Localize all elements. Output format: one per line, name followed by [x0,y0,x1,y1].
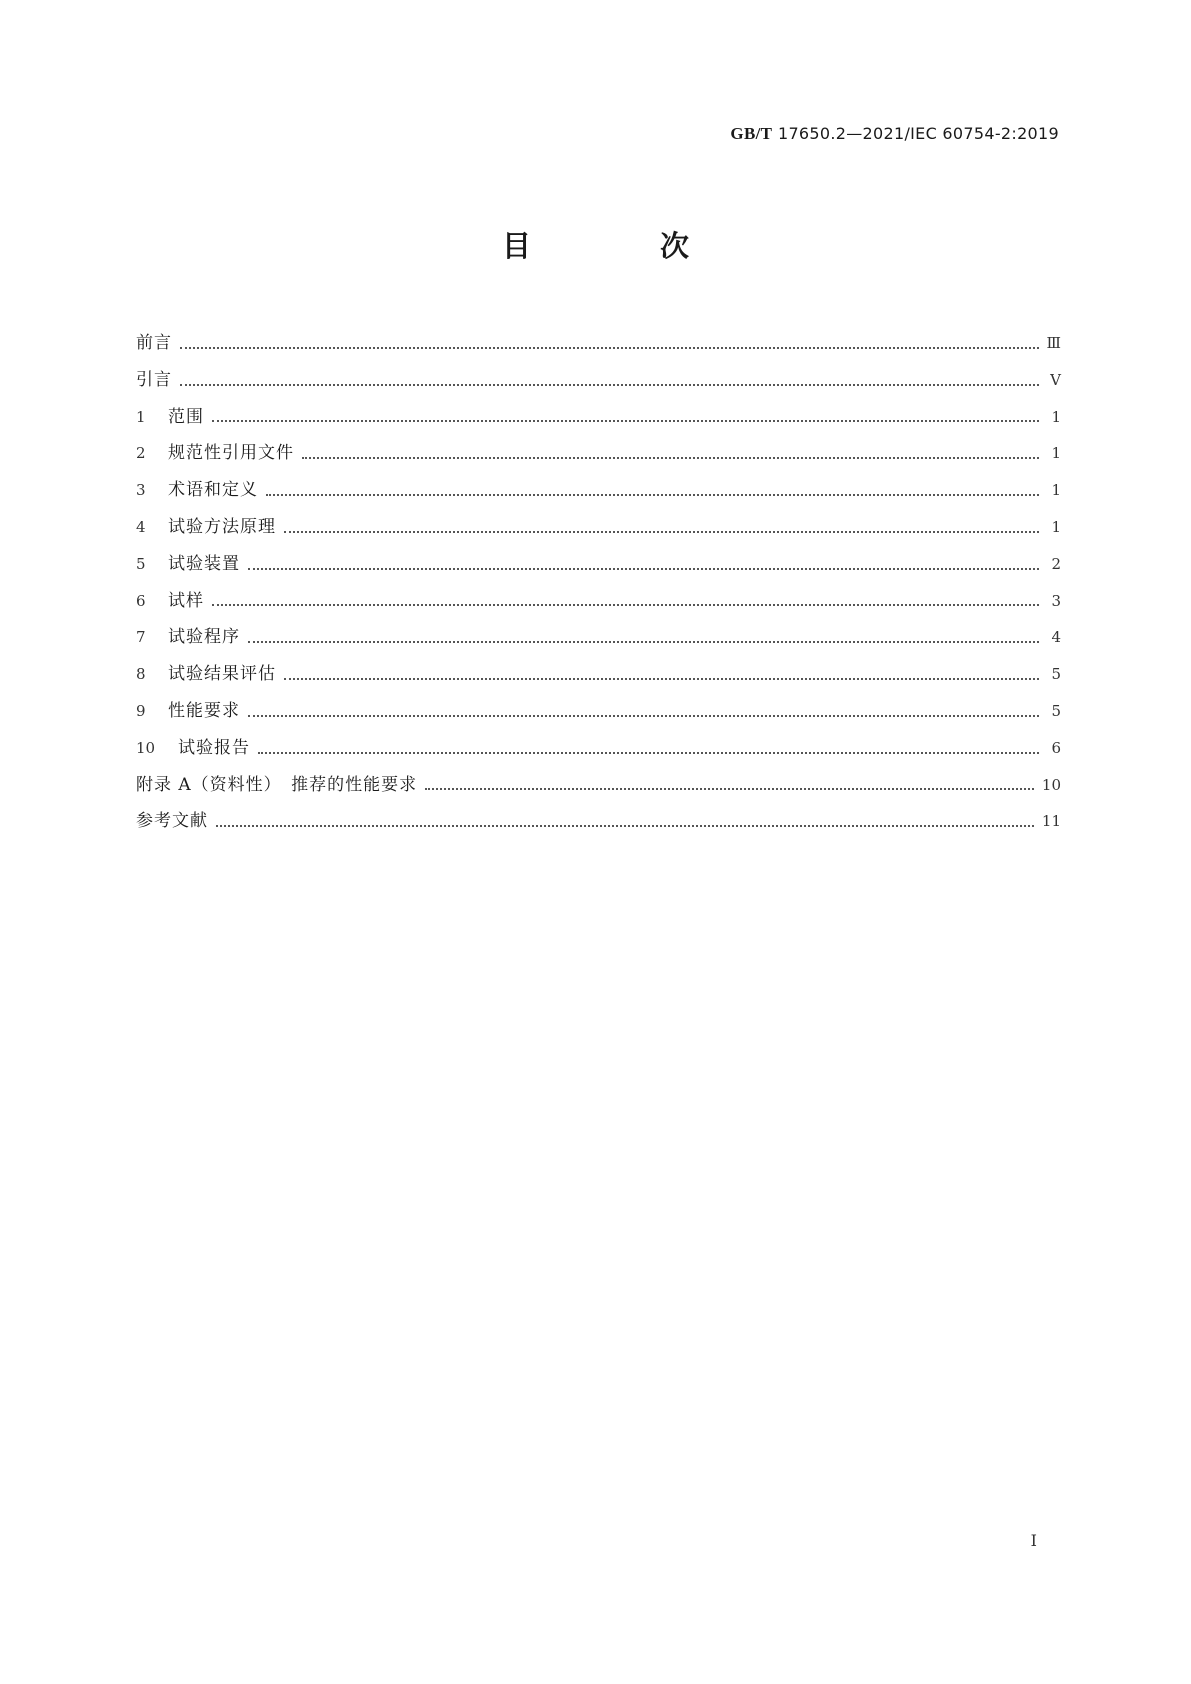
page-title: 目 次 [501,229,739,263]
dot-leader [284,677,1039,680]
toc-entry-page: 1 [1051,444,1061,463]
dot-leader [248,714,1039,717]
toc-entry-page: Ⅴ [1050,370,1061,389]
toc-entry-label: 术语和定义 [168,480,258,501]
toc-entry-5[interactable] [136,546,1061,583]
toc-entry-number: 8 [136,665,146,684]
toc-entry-page: 1 [1051,407,1061,426]
toc-entry-annex-a[interactable] [136,767,1061,804]
toc-entry-label: 试验程序 [168,627,240,648]
toc-entry-2[interactable] [136,435,1061,472]
toc-entry-page: 5 [1051,701,1061,720]
standard-code: GB/T [730,124,773,143]
dot-leader [212,603,1039,606]
toc-entry-label: 前言 [136,333,172,353]
toc-entry-page: Ⅲ [1046,334,1061,352]
toc-entry-number: 10 [136,738,156,757]
page-number: I [1030,1531,1037,1550]
toc-entry-label: 试验方法原理 [168,516,276,537]
toc-entry-10[interactable] [136,730,1061,767]
toc-entry-label: 附录 A（资料性） 推荐的性能要求 [136,774,418,795]
toc-entry-page: 2 [1051,554,1061,573]
toc-entry-8[interactable] [136,656,1061,693]
dot-leader [248,640,1039,643]
toc-entry-label: 试样 [168,590,204,611]
toc-entry-number: 7 [136,628,146,647]
dot-leader [212,419,1039,422]
toc-entry-7[interactable] [136,619,1061,656]
dot-leader [180,346,1039,349]
toc-entry-page: 11 [1041,812,1061,831]
toc-entry-introduction[interactable] [136,362,1061,399]
dot-leader [302,456,1039,459]
dot-leader [266,493,1039,496]
dot-leader [216,824,1034,827]
toc-entry-page: 10 [1041,775,1061,794]
dot-leader [284,530,1039,533]
toc-entry-number: 6 [136,591,146,610]
toc-entry-foreword[interactable] [136,325,1061,362]
dot-leader [258,751,1039,754]
toc-entry-label: 引言 [136,369,172,390]
toc-entry-number: 1 [136,407,146,426]
dot-leader [425,787,1034,790]
toc-entry-9[interactable] [136,693,1061,730]
toc-entry-label: 范围 [168,406,204,427]
toc-entry-label: 参考文献 [136,811,208,832]
toc-entry-label: 试验结果评估 [168,664,276,685]
toc-entry-3[interactable] [136,472,1061,509]
dot-leader [248,567,1039,570]
toc-entry-number: 4 [136,517,146,536]
toc-entry-label: 性能要求 [168,700,240,721]
standard-number [730,124,1059,144]
standard-identifier: 17650.2—2021/IEC 60754-2:2019 [777,124,1059,143]
toc-entry-page: 1 [1051,481,1061,500]
toc-entry-number: 9 [136,701,146,720]
toc-entry-number: 2 [136,444,146,463]
toc-entry-4[interactable] [136,509,1061,546]
table-of-contents [136,325,1061,840]
toc-entry-bibliography[interactable] [136,803,1061,840]
toc-entry-page: 6 [1051,738,1061,757]
toc-entry-number: 5 [136,554,146,573]
toc-entry-label: 试验装置 [168,553,240,574]
toc-entry-page: 4 [1051,628,1061,647]
toc-entry-6[interactable] [136,583,1061,620]
toc-entry-page: 5 [1051,665,1061,684]
toc-entry-page: 1 [1051,517,1061,536]
toc-entry-1[interactable] [136,399,1061,436]
toc-entry-page: 3 [1051,591,1061,610]
toc-entry-label: 规范性引用文件 [168,443,294,464]
toc-entry-number: 3 [136,481,146,500]
dot-leader [180,383,1039,386]
toc-entry-label: 试验报告 [178,737,250,758]
